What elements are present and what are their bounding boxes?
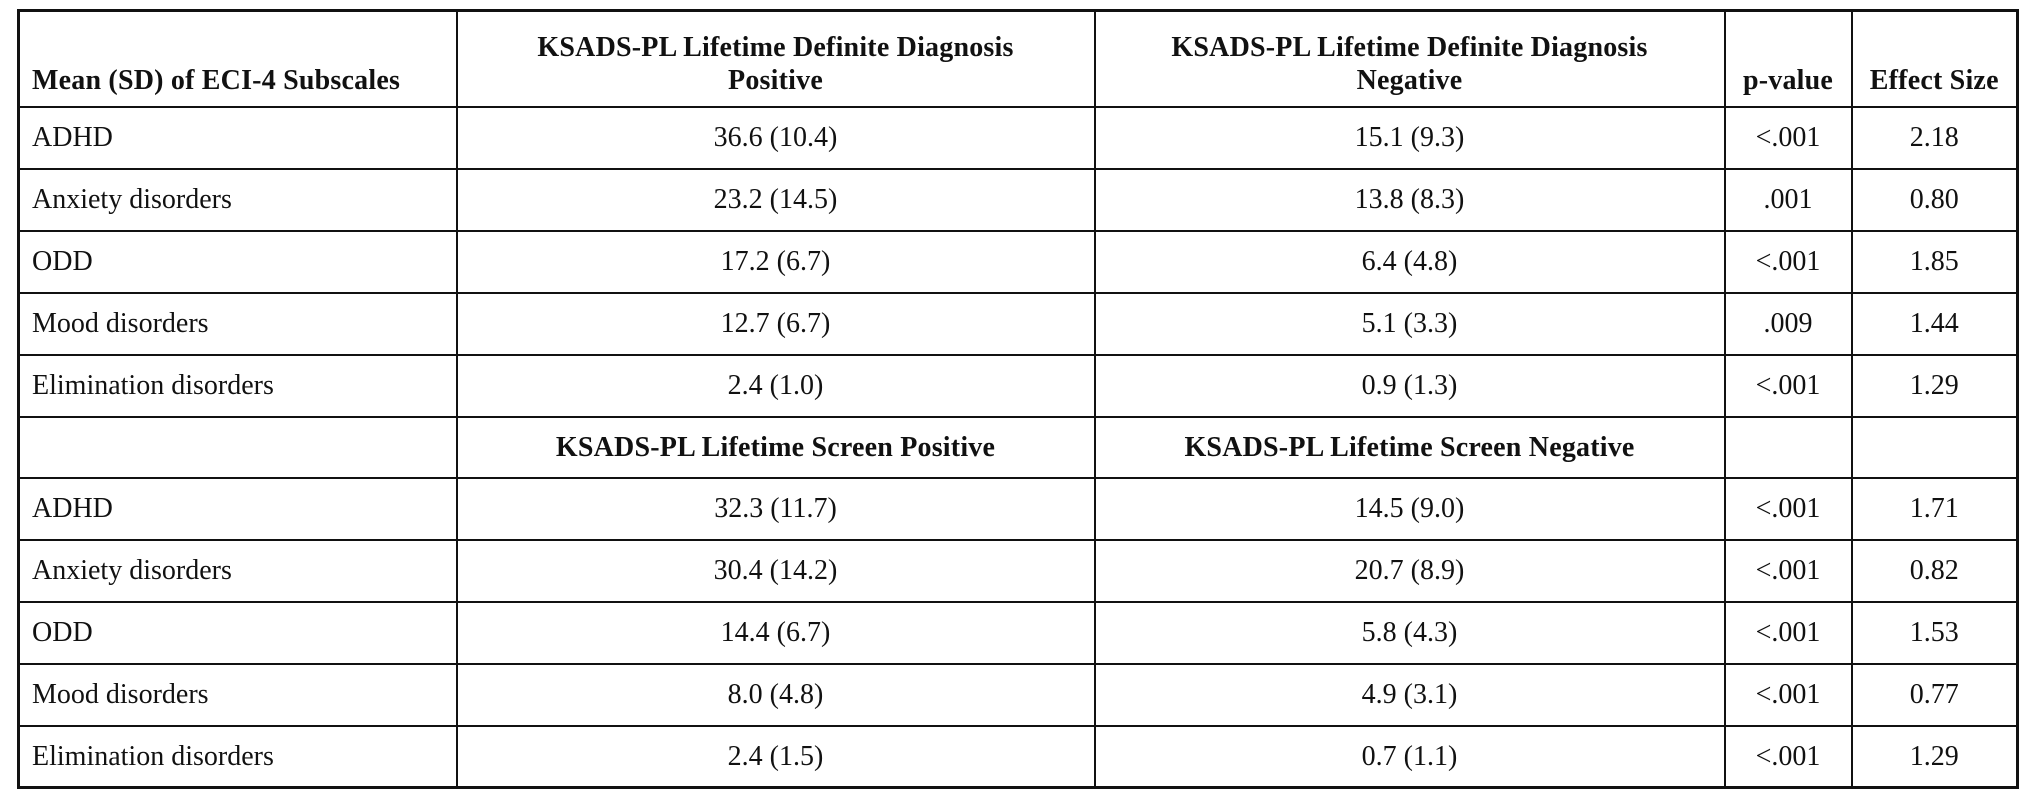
row-label: Elimination disorders <box>19 355 457 417</box>
subheader-empty-4 <box>1725 417 1852 478</box>
header-diagnosis-positive-line1: KSADS-PL Lifetime Definite Diagnosis <box>537 31 1014 63</box>
row-label: Anxiety disorders <box>19 169 457 231</box>
cell-p-value: <.001 <box>1725 664 1852 726</box>
cell-positive: 2.4 (1.5) <box>457 726 1095 788</box>
table-row <box>19 478 2018 540</box>
table-row <box>19 293 2018 355</box>
cell-negative: 14.5 (9.0) <box>1095 478 1725 540</box>
table-row <box>19 540 2018 602</box>
subheader-empty-1 <box>19 417 457 478</box>
cell-p-value: <.001 <box>1725 231 1852 293</box>
cell-negative: 15.1 (9.3) <box>1095 107 1725 169</box>
cell-positive: 14.4 (6.7) <box>457 602 1095 664</box>
cell-effect-size: 1.29 <box>1852 355 2018 417</box>
cell-positive: 36.6 (10.4) <box>457 107 1095 169</box>
row-label: Anxiety disorders <box>19 540 457 602</box>
cell-negative: 5.8 (4.3) <box>1095 602 1725 664</box>
cell-positive: 8.0 (4.8) <box>457 664 1095 726</box>
cell-negative: 13.8 (8.3) <box>1095 169 1725 231</box>
row-label: ADHD <box>19 478 457 540</box>
cell-negative: 5.1 (3.3) <box>1095 293 1725 355</box>
cell-positive: 12.7 (6.7) <box>457 293 1095 355</box>
cell-p-value: .009 <box>1725 293 1852 355</box>
subheader-screen-positive: KSADS-PL Lifetime Screen Positive <box>457 417 1095 478</box>
cell-negative: 0.9 (1.3) <box>1095 355 1725 417</box>
table-row <box>19 107 2018 169</box>
cell-effect-size: 0.77 <box>1852 664 2018 726</box>
table-row <box>19 726 2018 788</box>
row-label: Mood disorders <box>19 664 457 726</box>
header-diagnosis-negative-line1: KSADS-PL Lifetime Definite Diagnosis <box>1171 31 1648 63</box>
cell-positive: 32.3 (11.7) <box>457 478 1095 540</box>
table-row <box>19 664 2018 726</box>
cell-effect-size: 1.85 <box>1852 231 2018 293</box>
cell-positive: 17.2 (6.7) <box>457 231 1095 293</box>
row-label: ODD <box>19 602 457 664</box>
table-row <box>19 169 2018 231</box>
header-diagnosis-negative <box>1095 11 1725 107</box>
cell-negative: 4.9 (3.1) <box>1095 664 1725 726</box>
cell-p-value: <.001 <box>1725 726 1852 788</box>
cell-p-value: <.001 <box>1725 478 1852 540</box>
cell-positive: 23.2 (14.5) <box>457 169 1095 231</box>
cell-positive: 2.4 (1.0) <box>457 355 1095 417</box>
cell-negative: 0.7 (1.1) <box>1095 726 1725 788</box>
header-subscales: Mean (SD) of ECI-4 Subscales <box>19 11 457 107</box>
cell-effect-size: 0.80 <box>1852 169 2018 231</box>
cell-p-value: <.001 <box>1725 355 1852 417</box>
header-diagnosis-positive <box>457 11 1095 107</box>
cell-effect-size: 1.29 <box>1852 726 2018 788</box>
cell-p-value: <.001 <box>1725 540 1852 602</box>
row-label: ADHD <box>19 107 457 169</box>
cell-p-value: <.001 <box>1725 602 1852 664</box>
results-table-container <box>17 9 2016 789</box>
row-label: ODD <box>19 231 457 293</box>
row-label: Mood disorders <box>19 293 457 355</box>
table-header-row <box>19 11 2018 107</box>
header-diagnosis-negative-line2: Negative <box>1356 64 1463 96</box>
table-subheader-row <box>19 417 2018 478</box>
subheader-screen-negative: KSADS-PL Lifetime Screen Negative <box>1095 417 1725 478</box>
cell-effect-size: 1.44 <box>1852 293 2018 355</box>
table-row <box>19 602 2018 664</box>
cell-p-value: <.001 <box>1725 107 1852 169</box>
cell-negative: 20.7 (8.9) <box>1095 540 1725 602</box>
header-diagnosis-positive-line2: Positive <box>728 64 823 96</box>
header-p-value: p-value <box>1725 11 1852 107</box>
cell-effect-size: 1.71 <box>1852 478 2018 540</box>
cell-p-value: .001 <box>1725 169 1852 231</box>
table-row <box>19 355 2018 417</box>
cell-positive: 30.4 (14.2) <box>457 540 1095 602</box>
cell-effect-size: 2.18 <box>1852 107 2018 169</box>
cell-effect-size: 1.53 <box>1852 602 2018 664</box>
subheader-empty-5 <box>1852 417 2018 478</box>
results-table <box>17 9 2019 789</box>
row-label: Elimination disorders <box>19 726 457 788</box>
cell-effect-size: 0.82 <box>1852 540 2018 602</box>
cell-negative: 6.4 (4.8) <box>1095 231 1725 293</box>
table-row <box>19 231 2018 293</box>
header-effect-size: Effect Size <box>1852 11 2018 107</box>
